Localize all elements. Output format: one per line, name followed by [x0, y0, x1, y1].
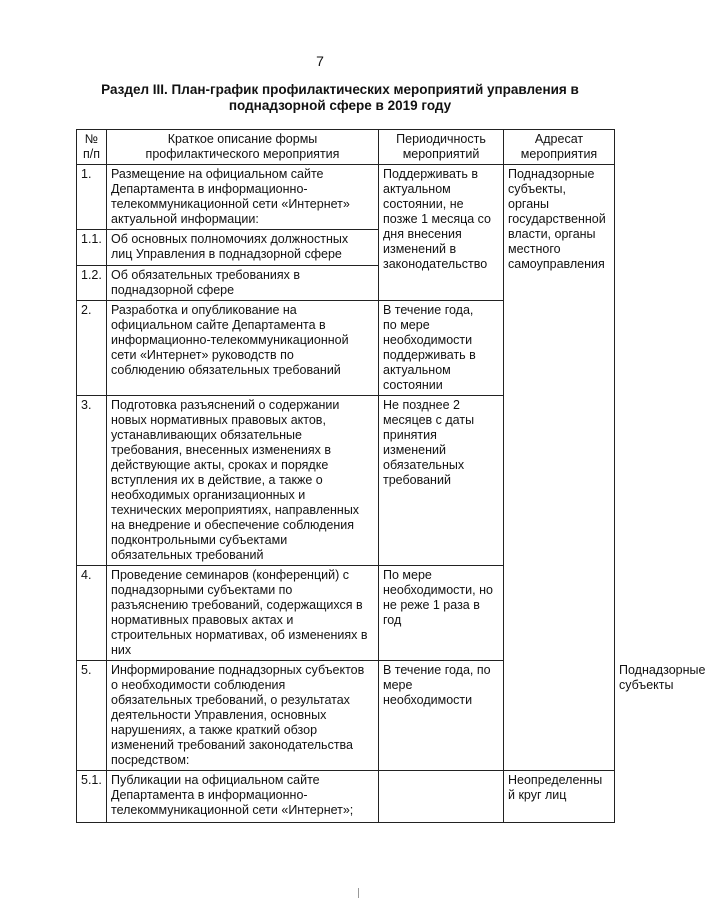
row-periodicity: В течение года, по мере необходимости	[379, 661, 504, 771]
schedule-table	[76, 129, 705, 823]
header-periodicity: Периодичность мероприятий	[379, 130, 504, 165]
row-periodicity: Поддерживать в актуальном состоянии, не позже 1 месяца со дня внесения изменений в законодательство	[379, 165, 504, 301]
row-recipient: Неопределенны й круг лиц	[504, 771, 615, 823]
row-periodicity: Не позднее 2 месяцев с даты принятия изменений обязательных требований	[379, 396, 504, 566]
row-periodicity: В течение года, по мере необходимости поддерживать в актуальном состоянии	[379, 301, 504, 396]
row-number: 1.1.	[77, 230, 107, 266]
row-number: 1.	[77, 165, 107, 230]
section-title-line-1: Раздел III. План-график профилактических мероприятий управления в	[101, 82, 579, 97]
table-row	[77, 771, 615, 823]
page-number: 7	[316, 53, 324, 69]
row-description: Информирование поднадзорных субъектов о необходимости соблюдения обязательных требований, о результатах деятельности Управления, основных нарушениях, а также краткий обзор изменений требований законодательства посредством:	[107, 661, 379, 771]
row-number: 4.	[77, 566, 107, 661]
row-number: 5.1.	[77, 771, 107, 823]
section-title	[80, 82, 600, 114]
row-number: 2.	[77, 301, 107, 396]
row-periodicity: По мере необходимости, но не реже 1 раза в год	[379, 566, 504, 661]
row-number: 1.2.	[77, 266, 107, 301]
row-number: 5.	[77, 661, 107, 771]
row-description: Об обязательных требованиях в поднадзорной сфере	[107, 266, 379, 301]
row-description: Публикации на официальном сайте Департамента в информационно- телекоммуникационной сети «Интернет»;	[107, 771, 379, 823]
row-description: Разработка и опубликование на официальном сайте Департамента в информационно-телекоммуникационной сети «Интернет» руководств по соблюдению обязательных требований	[107, 301, 379, 396]
row-description: Проведение семинаров (конференций) с поднадзорными субъектами по разъяснению требований, содержащихся в нормативных правовых актах и строительных нормативах, об изменениях в них	[107, 566, 379, 661]
header-recipient: Адресат мероприятия	[504, 130, 615, 165]
scan-mark	[358, 888, 359, 898]
row-description: Подготовка разъяснений о содержании новых нормативных правовых актов, устанавливающих обязательные требования, внесенных изменениях в действующие акты, сроках и порядке вступления их в действие, а также о необходимых организационных и технических мероприятиях, направленных на внедрение и обеспечение соблюдения подконтрольными субъектами обязательных требований	[107, 396, 379, 566]
table-row: 5. Информирование поднадзорных субъектов о необходимости соблюдения обязательных требований, о результатах деятельности Управления, основных нарушениях, а также краткий обзор изменений требований законодательства посредством: В течение года, по мере необходимости Поднадзорные субъекты	[77, 661, 615, 771]
section-title-line-2: поднадзорной сфере в 2019 году	[228, 98, 452, 113]
table-row	[77, 165, 615, 230]
table-header-row	[77, 130, 615, 165]
row-description: Размещение на официальном сайте Департамента в информационно- телекоммуникационной сети «Интернет» актуальной информации:	[107, 165, 379, 230]
header-number: № п/п	[77, 130, 107, 165]
row-periodicity	[379, 771, 504, 823]
row-description: Об основных полномочиях должностных лиц Управления в поднадзорной сфере	[107, 230, 379, 266]
row-recipient: Поднадзорные субъекты, органы государственной власти, органы местного самоуправления	[504, 165, 615, 771]
row-number: 3.	[77, 396, 107, 566]
header-description: Краткое описание формы профилактического мероприятия	[107, 130, 379, 165]
